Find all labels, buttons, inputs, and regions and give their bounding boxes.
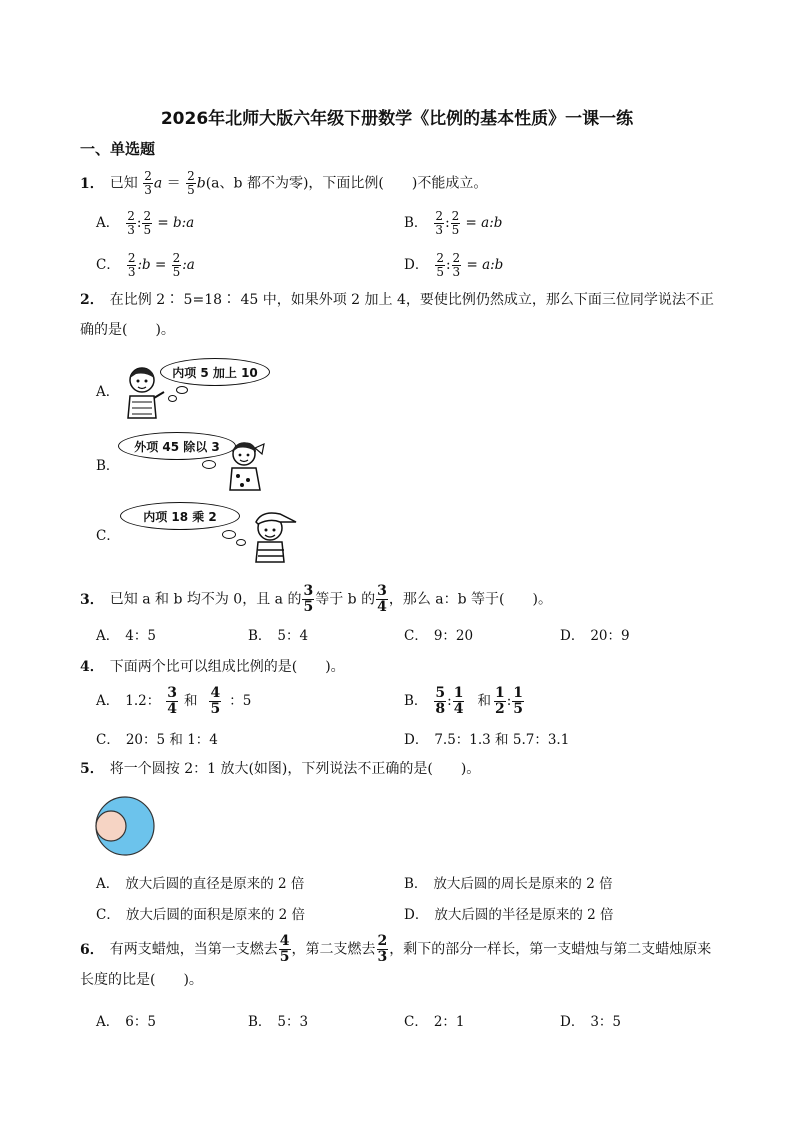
q6-option-b[interactable]: B． 5：3 bbox=[248, 1014, 309, 1030]
q6-option-c[interactable]: C． 2：1 bbox=[404, 1014, 465, 1030]
fraction: $\frac{4}{5}$ bbox=[279, 933, 290, 965]
original-circle bbox=[96, 811, 126, 841]
speech-bubble-b: 外项 45 除以 3 bbox=[118, 432, 236, 460]
q4-option-a[interactable]: A． 1.2： $\frac{3}{4}$ 和 $\frac{4}{5}$ ：5 bbox=[96, 685, 252, 717]
thought-dot bbox=[176, 386, 188, 394]
q3-option-c[interactable]: C． 9：20 bbox=[404, 628, 474, 644]
section-heading: 一、单选题 bbox=[80, 140, 156, 158]
q4-option-c[interactable]: C． 20：5 和 1：4 bbox=[96, 732, 218, 748]
thought-dot bbox=[222, 530, 236, 539]
q5-option-a[interactable]: A． 放大后圆的直径是原来的 2 倍 bbox=[96, 876, 305, 892]
thought-dot bbox=[168, 395, 177, 402]
question-text: 已知 a 和 b 均不为 0，且 a 的 bbox=[109, 591, 302, 608]
q3-option-a[interactable]: A． 4：5 bbox=[96, 628, 156, 644]
speech-bubble-a: 内项 5 加上 10 bbox=[160, 358, 270, 386]
thought-dot bbox=[202, 460, 216, 469]
question-text: 在比例 2∶ 5=18∶ 45 中，如果外项 2 加上 4，要使比例仍然成立，那么下面三位同学说法不正确的是( )。 bbox=[80, 292, 714, 338]
question-4 bbox=[80, 656, 345, 678]
fraction: $\frac{3}{4}$ bbox=[377, 583, 387, 615]
q6-option-a[interactable]: A． 6：5 bbox=[96, 1014, 156, 1030]
question-number: 4． bbox=[80, 659, 104, 675]
thought-dot bbox=[236, 539, 246, 546]
q1-option-d[interactable]: D． $\frac{2}{5}$ : $\frac{2}{3}$ = a:b bbox=[404, 251, 504, 279]
boy-with-cap-icon bbox=[246, 508, 300, 564]
question-6: 6． 有两支蜡烛，当第一支燃去 $\frac{4}{5}$ ，第二支燃去 $\frac{2}{3}$ ，剩下的部分一样长，第一支蜡烛与第二支蜡烛原来长度的比是( )。 bbox=[80, 933, 712, 988]
question-number: 5． bbox=[80, 761, 104, 777]
question-number: 6． bbox=[80, 941, 104, 958]
q4-option-d[interactable]: D． 7.5：1.3 和 5.7：3.1 bbox=[404, 732, 570, 748]
q1-option-a[interactable]: A． $\frac{2}{3}$ : $\frac{2}{5}$ = b:a bbox=[96, 209, 195, 237]
fraction: $\frac{2}{3}$ bbox=[144, 169, 152, 197]
circles-figure bbox=[94, 796, 158, 858]
question-text: 下面两个比可以组成比例的是( )。 bbox=[109, 659, 345, 675]
question-number: 3． bbox=[80, 591, 104, 608]
q5-option-d[interactable]: D． 放大后圆的半径是原来的 2 倍 bbox=[404, 907, 614, 923]
fraction: $\frac{2}{5}$ bbox=[187, 169, 195, 197]
q2-option-b[interactable]: B． bbox=[96, 458, 120, 474]
q6-option-d[interactable]: D． 3：5 bbox=[560, 1014, 622, 1030]
q5-option-b[interactable]: B． 放大后圆的周长是原来的 2 倍 bbox=[404, 876, 613, 892]
page-title: 2026年北师大版六年级下册数学《比例的基本性质》一课一练 bbox=[160, 109, 634, 129]
question-1: 1． 已知 $\frac{2}{3}$ a ＝ $\frac{2}{5}$ b(a、b 都不为零)，下面比例( )不能成立。 bbox=[80, 169, 488, 197]
question-text: 有两支蜡烛，当第一支燃去 bbox=[109, 941, 278, 958]
q2-option-c[interactable]: C． bbox=[96, 528, 120, 544]
question-text: 已知 bbox=[109, 175, 138, 192]
q1-option-c[interactable]: C． $\frac{2}{3}$ :b = $\frac{2}{5}$ :a bbox=[96, 251, 195, 279]
question-5 bbox=[80, 758, 480, 780]
fraction: $\frac{2}{3}$ bbox=[377, 933, 388, 965]
question-number: 2． bbox=[80, 292, 104, 308]
q4-option-b[interactable]: B． $\frac{5}{8}$ : $\frac{1}{4}$ 和 $\frac{1}{2}$ : $\frac{1}{5}$ bbox=[404, 685, 524, 717]
question-3: 3． 已知 a 和 b 均不为 0，且 a 的 $\frac{3}{5}$ 等于 b 的 $\frac{3}{4}$ ，那么 a：b 等于( )。 bbox=[80, 583, 552, 615]
fraction: $\frac{3}{5}$ bbox=[303, 583, 314, 615]
q1-option-b[interactable]: B． $\frac{2}{3}$ : $\frac{2}{5}$ = a:b bbox=[404, 209, 503, 237]
q3-option-d[interactable]: D． 20：9 bbox=[560, 628, 630, 644]
speech-bubble-c: 内项 18 乘 2 bbox=[120, 502, 240, 530]
question-number: 1． bbox=[80, 175, 104, 192]
q2-option-a[interactable]: A． bbox=[96, 384, 120, 400]
q5-option-c[interactable]: C． 放大后圆的面积是原来的 2 倍 bbox=[96, 907, 306, 923]
question-2 bbox=[80, 285, 720, 345]
q3-option-b[interactable]: B． 5：4 bbox=[248, 628, 309, 644]
question-text: 将一个圆按 2：1 放大(如图)，下列说法不正确的是( )。 bbox=[109, 761, 481, 777]
girl-icon bbox=[222, 440, 270, 492]
